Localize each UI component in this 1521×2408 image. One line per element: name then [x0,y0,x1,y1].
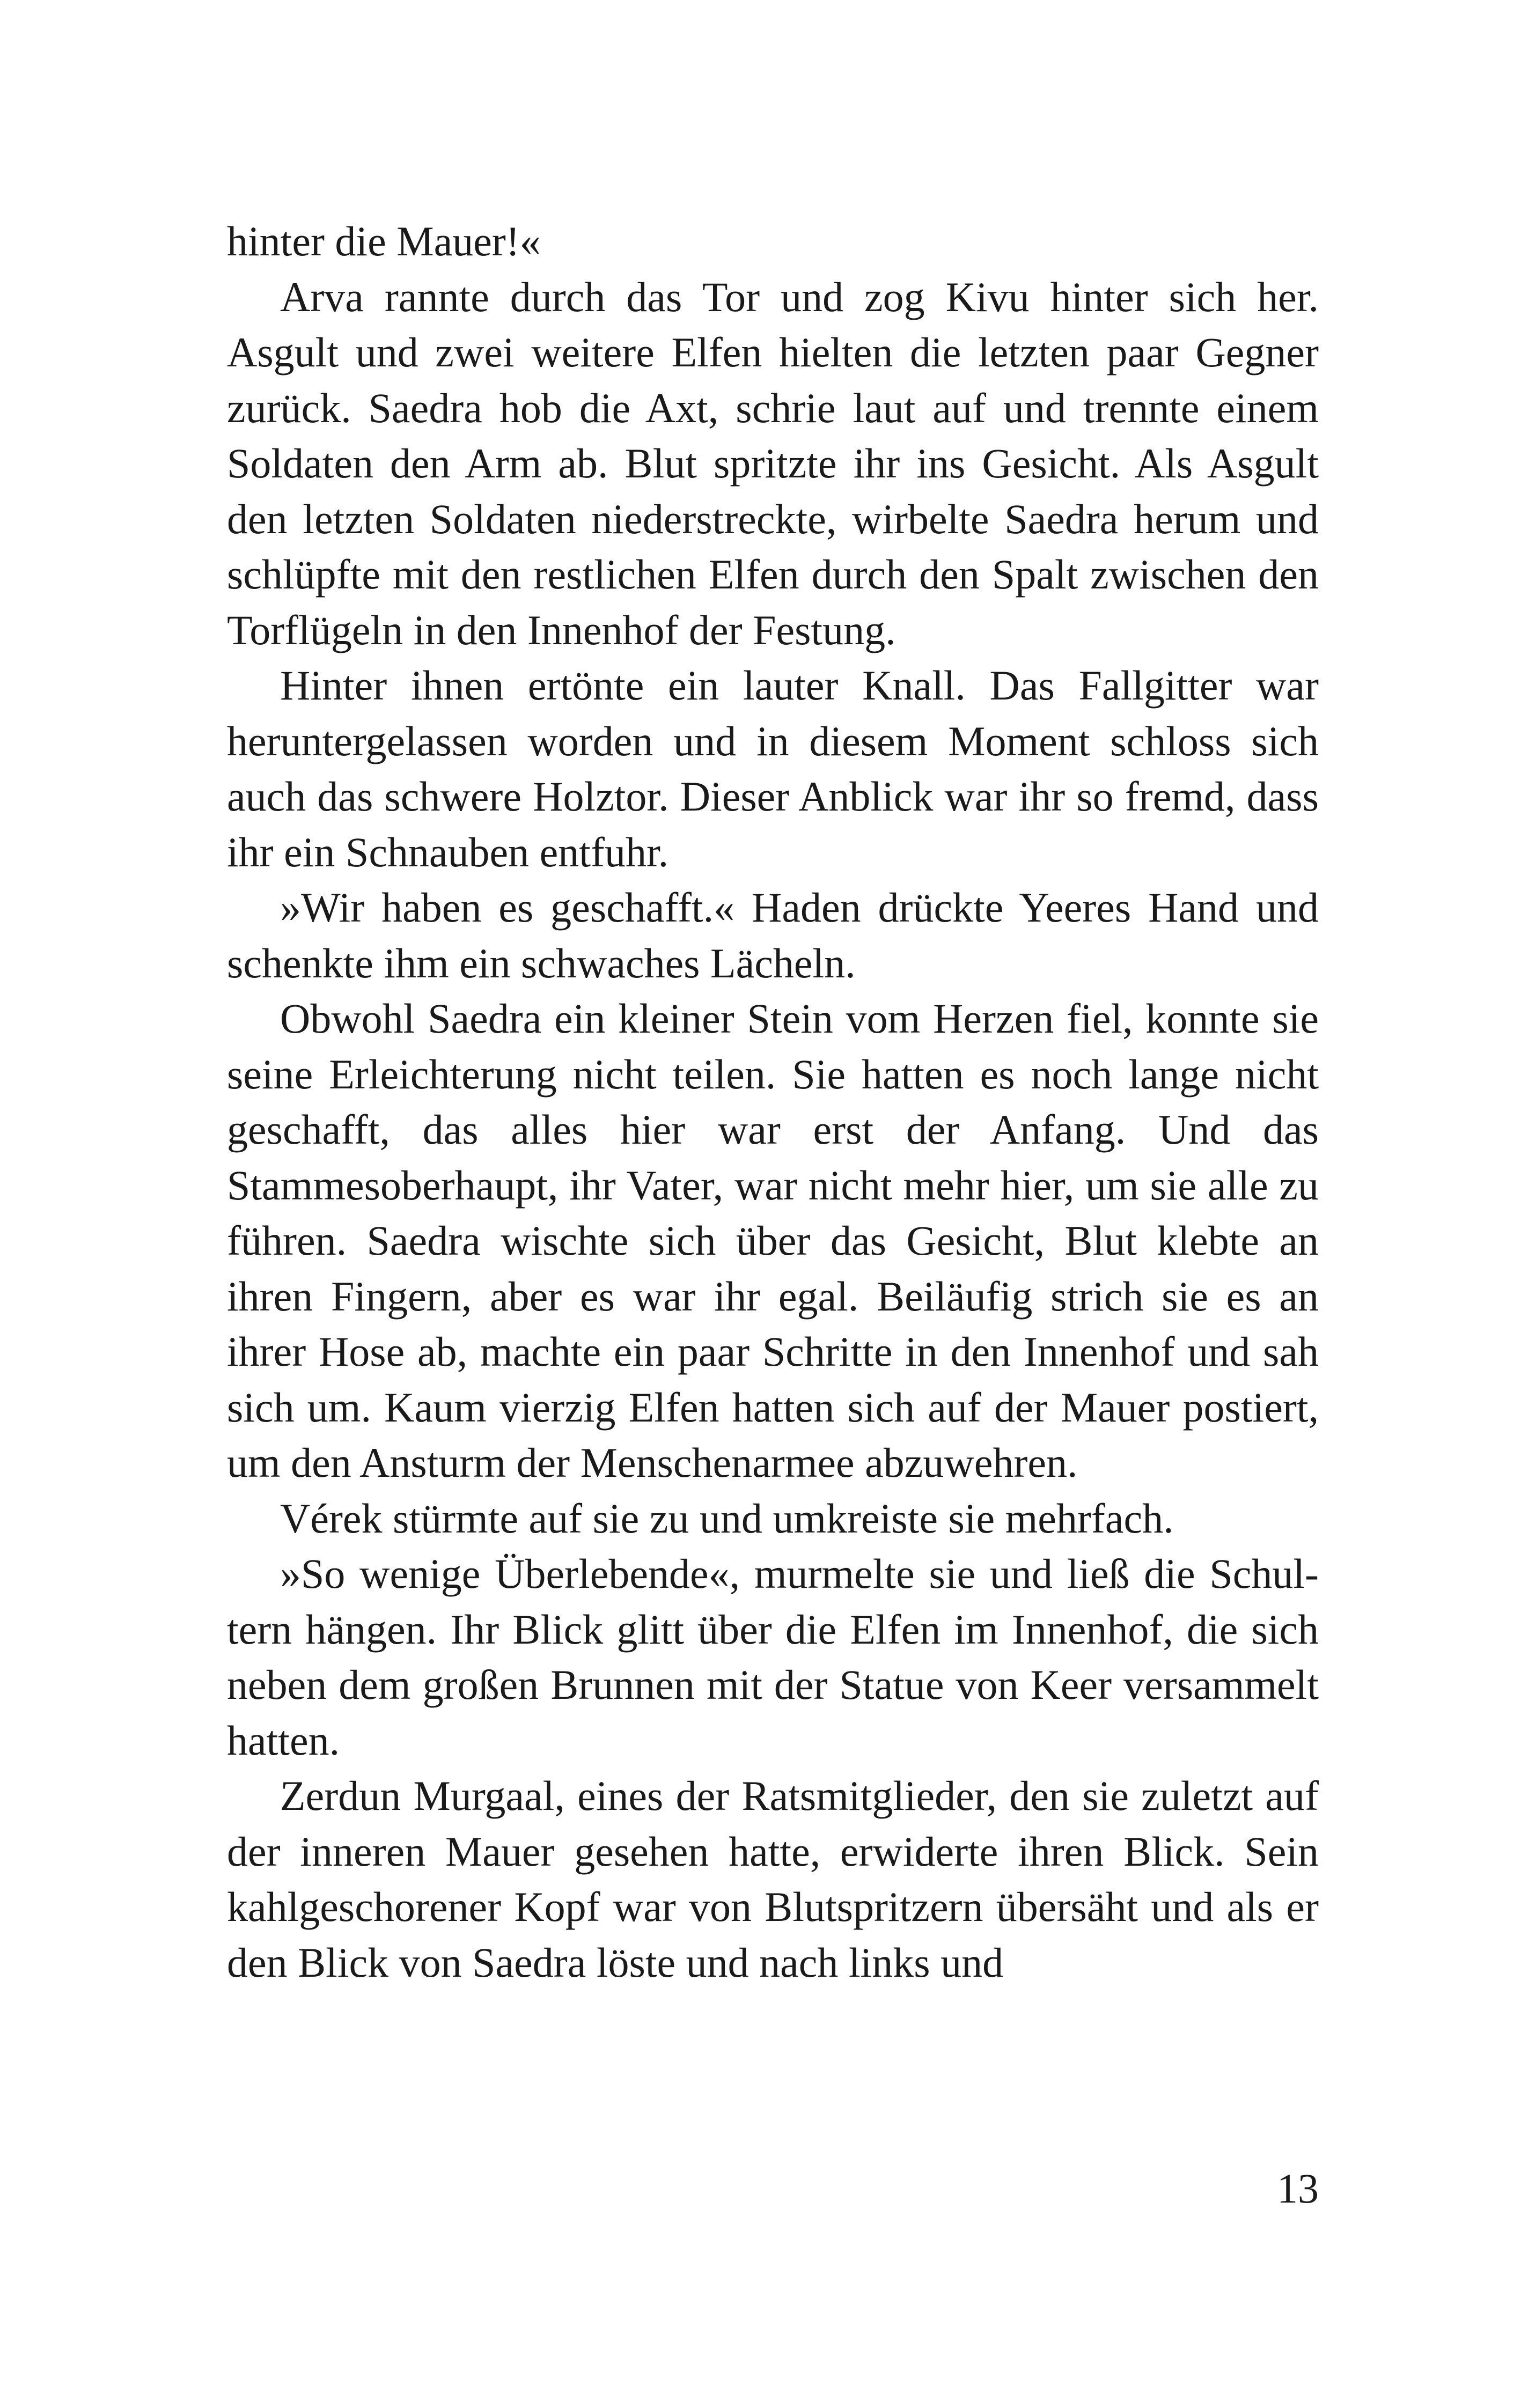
paragraph-4: »Wir haben es geschafft.« Haden drückte Yeeres Hand und schenkte ihm ein schwaches Lächeln. [227,884,1319,986]
paragraph-8: Zerdun Murgaal, eines der Ratsmitglieder, den sie zuletzt auf der inneren Mauer gesehen hatte, erwiderte ihren Blick. Sein kahlgeschorener Kopf war von Blutspritzern übersäht und als er den Blick von Saedra löste und nach links und [227,1772,1319,1986]
paragraph-3: Hinter ihnen ertönte ein lauter Knall. Das Fallgitter war heruntergelassen worden und in diesem Moment schloss sich auch das schwere Holztor. Dieser Anblick war ihr so fremd, dass ihr ein Schnauben entfuhr. [227,662,1319,875]
paragraph-6: Vérek stürmte auf sie zu und umkreiste sie mehrfach. [280,1494,1174,1542]
paragraph-5: Obwohl Saedra ein kleiner Stein vom Herzen fiel, konnte sie seine Erleichterung nicht teilen. Sie hatten es noch lange nicht geschafft, das alles hier war erst der Anfang. Und das Stammesoberhaupt, ihr Vater, war nicht mehr hier, um sie alle zu führen. Saedra wischte sich über das Gesicht, Blut klebte an ihren Fingern, aber es war ihr egal. Beiläufig strich sie es an ihrer Hose ab, machte ein paar Schritte in den Innenhof und sah sich um. Kaum vierzig Elfen hatten sich auf der Mauer postiert, um den Ansturm der Menschenarmee abzuwehren. [227,995,1319,1486]
page-number: 13 [1277,2165,1319,2212]
paragraph-1: hinter die Mauer!« [227,218,541,264]
body-text [227,213,1319,1990]
paragraph-7: »So wenige Überlebende«, murmelte sie und ließ die Schultern hängen. Ihr Blick glitt über die Elfen im Innenhof, die sich neben dem großen Brunnen mit der Statue von Keer versammelt hatten. [227,1550,1319,1764]
paragraph-2: Arva rannte durch das Tor und zog Kivu hinter sich her. Asgult und zwei weitere Elfen hielten die letzten paar Gegner zurück. Saedra hob die Axt, schrie laut auf und trennte einem Soldaten den Arm ab. Blut spritzte ihr ins Gesicht. Als Asgult den letzten Soldaten niederstreckte, wirbelte Saedra herum und schlüpfte mit den restlichen Elfen durch den Spalt zwischen den Torflügeln in den Innenhof der Festung. [227,273,1319,653]
